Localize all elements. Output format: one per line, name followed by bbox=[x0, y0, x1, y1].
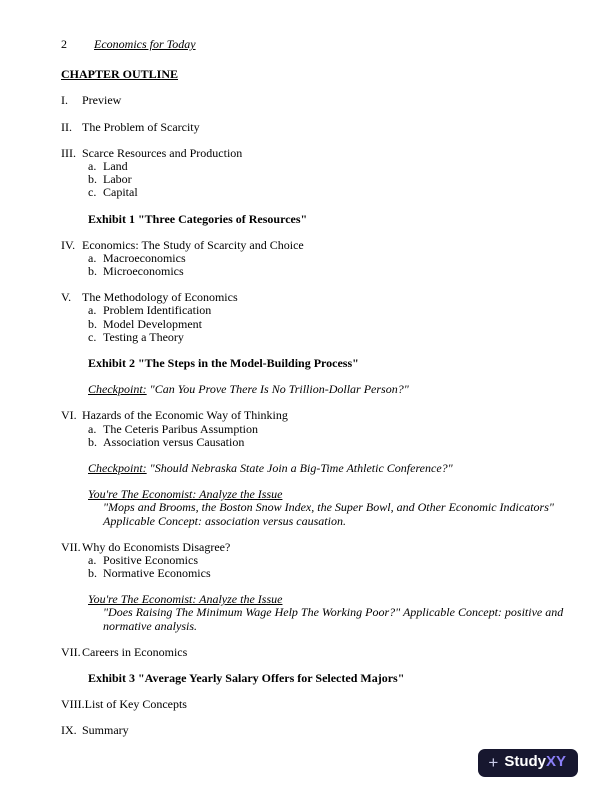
sub-label: Positive Economics bbox=[103, 552, 198, 567]
outline-label: Economics: The Study of Scarcity and Choice bbox=[82, 237, 304, 252]
outline-numeral: VI. bbox=[61, 408, 77, 423]
checkpoint-text: "Can You Prove There Is No Trillion-Dollar Person?" bbox=[146, 382, 409, 397]
outline-numeral: V. bbox=[61, 290, 72, 305]
checkpoint-text: "Should Nebraska State Join a Big-Time Athletic Conference?" bbox=[146, 460, 453, 475]
outline-numeral: VII. bbox=[61, 539, 81, 554]
outline-label: The Problem of Scarcity bbox=[82, 119, 200, 134]
sub-label: Labor bbox=[103, 172, 132, 187]
sub-numeral: a. bbox=[88, 250, 97, 265]
sub-label: Problem Identification bbox=[103, 303, 212, 318]
outline-item-vii-careers bbox=[61, 646, 567, 659]
economist-heading-2: You're The Economist: Analyze the Issue bbox=[88, 592, 283, 607]
outline-subitem bbox=[88, 304, 567, 317]
outline-numeral: IV. bbox=[61, 237, 76, 252]
outline-item-i bbox=[61, 94, 567, 107]
outline-subitem bbox=[88, 567, 567, 580]
outline-numeral: IX. bbox=[61, 723, 77, 738]
outline-subitem bbox=[88, 318, 567, 331]
sub-label: Microeconomics bbox=[103, 264, 184, 279]
outline-item-ii bbox=[61, 121, 567, 134]
outline-numeral: VII. bbox=[61, 644, 81, 659]
plus-icon: + bbox=[488, 753, 499, 772]
outline-numeral: III. bbox=[61, 145, 76, 160]
sub-numeral: a. bbox=[88, 552, 97, 567]
sub-label: Association versus Causation bbox=[103, 434, 245, 449]
outline-label: Preview bbox=[82, 93, 122, 108]
checkpoint-prefix: Checkpoint: bbox=[88, 460, 147, 475]
sub-label: Macroeconomics bbox=[103, 250, 186, 265]
sub-numeral: c. bbox=[88, 185, 97, 200]
outline-item-iv bbox=[61, 239, 567, 252]
sub-label: Model Development bbox=[103, 316, 202, 331]
outline-label: Careers in Economics bbox=[82, 644, 188, 659]
page-header bbox=[61, 38, 567, 51]
outline-subitem bbox=[88, 331, 567, 344]
sub-numeral: a. bbox=[88, 158, 97, 173]
logo-text-study: Study bbox=[504, 753, 546, 771]
sub-numeral: a. bbox=[88, 421, 97, 436]
outline-item-vii bbox=[61, 541, 567, 554]
sub-label: Testing a Theory bbox=[103, 329, 184, 344]
chapter-outline-heading: CHAPTER OUTLINE bbox=[61, 67, 179, 82]
sub-numeral: a. bbox=[88, 303, 97, 318]
sub-label: Capital bbox=[103, 185, 138, 200]
sub-numeral: b. bbox=[88, 566, 97, 581]
outline-numeral: VIII. bbox=[61, 697, 85, 712]
outline-subitem bbox=[88, 265, 567, 278]
outline-label: List of Key Concepts bbox=[84, 697, 187, 712]
book-title: Economics for Today bbox=[94, 37, 196, 51]
outline-numeral: II. bbox=[61, 119, 72, 134]
checkpoint-2-line bbox=[88, 462, 567, 475]
outline-label: The Methodology of Economics bbox=[82, 290, 238, 305]
sub-label: Land bbox=[103, 158, 128, 173]
economist-quote-1: "Mops and Brooms, the Boston Snow Index, the Super Bowl, and Other Economic Indicators" bbox=[103, 500, 554, 515]
economist-concept-1: Applicable Concept: association versus causation. bbox=[103, 513, 346, 528]
outline-subitem bbox=[88, 423, 567, 436]
exhibit-3-line: Exhibit 3 "Average Yearly Salary Offers for Selected Majors" bbox=[88, 671, 405, 685]
sub-numeral: b. bbox=[88, 434, 97, 449]
studyxy-logo bbox=[478, 749, 578, 777]
sub-numeral: b. bbox=[88, 172, 97, 187]
outline-label: Why do Economists Disagree? bbox=[82, 539, 231, 554]
outline-label: Hazards of the Economic Way of Thinking bbox=[82, 408, 288, 423]
checkpoint-prefix: Checkpoint: bbox=[88, 382, 147, 397]
economist-heading-1: You're The Economist: Analyze the Issue bbox=[88, 487, 283, 502]
sub-label: The Ceteris Paribus Assumption bbox=[103, 421, 258, 436]
outline-item-iii bbox=[61, 147, 567, 160]
checkpoint-1-line bbox=[88, 383, 567, 396]
outline-subitem bbox=[88, 160, 567, 173]
page-number: 2 bbox=[61, 37, 67, 51]
outline-item-vi bbox=[61, 409, 567, 422]
outline-subitem bbox=[88, 173, 567, 186]
sub-numeral: b. bbox=[88, 264, 97, 279]
logo-text-xy: XY bbox=[545, 753, 566, 771]
outline-subitem bbox=[88, 186, 567, 199]
outline-label: Scarce Resources and Production bbox=[82, 145, 243, 160]
sub-label: Normative Economics bbox=[103, 566, 211, 581]
outline-item-viii bbox=[61, 698, 567, 711]
outline-label: Summary bbox=[82, 723, 129, 738]
sub-numeral: c. bbox=[88, 329, 97, 344]
exhibit-1-line: Exhibit 1 "Three Categories of Resources" bbox=[88, 211, 308, 226]
outline-numeral: I. bbox=[61, 93, 68, 108]
outline-subitem bbox=[88, 436, 567, 449]
outline-item-ix bbox=[61, 724, 567, 737]
economist-quote-2: "Does Raising The Minimum Wage Help The Working Poor?" Applicable Concept: positive and normative analysis. bbox=[103, 605, 564, 633]
sub-numeral: b. bbox=[88, 316, 97, 331]
exhibit-2-line: Exhibit 2 "The Steps in the Model-Building Process" bbox=[88, 356, 359, 370]
